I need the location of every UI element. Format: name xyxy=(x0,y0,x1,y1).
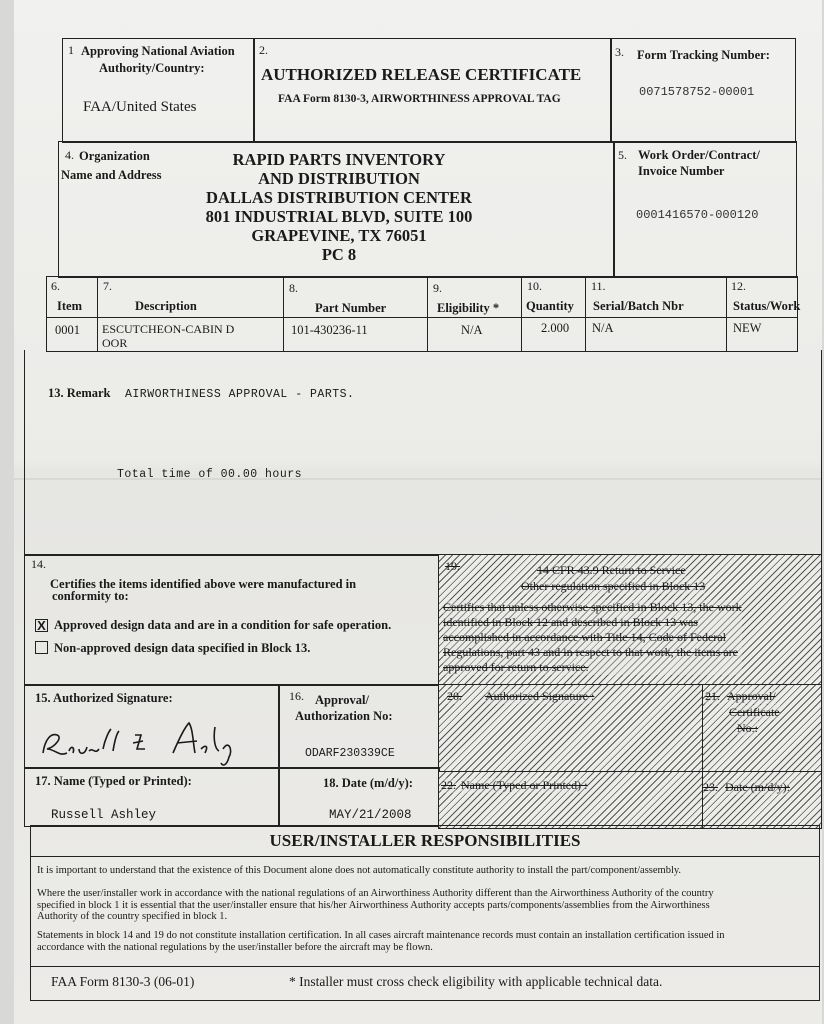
block-20 xyxy=(438,684,704,773)
approving-authority-value: FAA/United States xyxy=(83,99,197,115)
block-22 xyxy=(438,771,704,829)
responsibilities-header xyxy=(30,825,820,857)
block-19-title-1: 14 CFR 43.9 Return to Service xyxy=(537,563,686,577)
block-19 xyxy=(438,554,822,686)
block-14-num: 14. xyxy=(31,557,46,571)
block-19-num: 19. xyxy=(445,559,460,573)
part-number: 101-430236-11 xyxy=(291,323,368,337)
block-2-num: 2. xyxy=(259,43,268,57)
block-14 xyxy=(24,554,440,686)
block-21-num: 21. xyxy=(705,689,720,703)
responsibilities-body xyxy=(30,855,820,967)
signature-date: MAY/21/2008 xyxy=(329,808,412,822)
responsibilities-p3 xyxy=(37,930,725,953)
block-5 xyxy=(613,141,797,278)
block-4-label-2: Name and Address xyxy=(61,168,162,182)
approved-design-checkbox[interactable]: X xyxy=(35,619,48,632)
col-header-item: Item xyxy=(57,299,82,313)
col-num: 10. xyxy=(527,279,542,293)
authorization-number: ODARF230339CE xyxy=(305,747,395,760)
remark-label xyxy=(48,386,111,401)
serial-batch: N/A xyxy=(592,321,614,335)
remark-text: AIRWORTHINESS APPROVAL - PARTS. xyxy=(125,388,355,401)
certificate-page xyxy=(14,0,822,1024)
block-23-num: 23. xyxy=(703,780,718,794)
p3-line: Statements in block 14 and 19 do not constitute installation certification. In all cases aircraft maintenance records must contain an installation certification issued in xyxy=(37,930,725,941)
form-tracking-number: 0071578752-00001 xyxy=(639,85,755,99)
block-18-label: 18. Date (m/d/y): xyxy=(323,776,413,790)
block-2 xyxy=(253,38,612,143)
org-line: 801 INDUSTRIAL BLVD, SUITE 100 xyxy=(205,207,473,226)
status-work: NEW xyxy=(733,321,762,335)
block-19-line: Regulations, part 43 and in respect to that work, the items are xyxy=(443,645,738,659)
col-header-description: Description xyxy=(135,299,197,313)
col-header-serial: Serial/Batch Nbr xyxy=(593,299,684,313)
block-17 xyxy=(24,767,280,827)
quantity: 2.000 xyxy=(541,321,570,335)
block-5-num: 5. xyxy=(618,148,627,162)
description-line: ESCUTCHEON-CABIN D xyxy=(102,322,235,336)
block-18 xyxy=(278,767,440,827)
block-15-label: 15. Authorized Signature: xyxy=(35,691,173,705)
block-1 xyxy=(62,38,255,143)
block-1-num: 1 xyxy=(68,43,74,57)
block-3-label: Form Tracking Number: xyxy=(637,48,770,62)
col-header-quantity: Quantity xyxy=(526,299,574,313)
block-5-label-2: Invoice Number xyxy=(638,164,725,178)
block-21-label-1: Approval/ xyxy=(727,689,776,703)
work-order-number: 0001416570-000120 xyxy=(636,208,759,222)
col-num: 9. xyxy=(433,281,442,295)
col-header-part-number: Part Number xyxy=(315,301,387,315)
certificate-subtitle: FAA Form 8130-3, AIRWORTHINESS APPROVAL TAG xyxy=(278,93,561,105)
org-line: GRAPEVINE, TX 76051 xyxy=(251,226,427,245)
block-3 xyxy=(610,38,796,143)
col-num: 12. xyxy=(731,279,746,293)
col-num: 8. xyxy=(289,281,298,295)
block-23-label: Date (m/d/y): xyxy=(725,780,790,794)
block-21 xyxy=(702,684,822,773)
col-num: 6. xyxy=(51,279,60,293)
block-4-label-1: Organization xyxy=(79,149,150,163)
eligibility: N/A xyxy=(461,323,483,337)
organization-address xyxy=(184,150,494,264)
col-num: 7. xyxy=(103,279,112,293)
org-line: DALLAS DISTRIBUTION CENTER xyxy=(206,188,472,207)
block-19-line: identified in Block 12 and described in Block 13 was xyxy=(443,615,698,629)
block-13 xyxy=(24,350,822,556)
block-16 xyxy=(278,684,440,769)
block-15 xyxy=(24,684,280,769)
block-3-num: 3. xyxy=(615,45,624,59)
remark-label-text: 13. Remark xyxy=(48,386,111,400)
item-number: 0001 xyxy=(55,323,80,337)
p3-line: accordance with the national regulations by the user/installer before the aircraft may be flown. xyxy=(37,941,433,953)
p2-line: Where the user/installer work in accordance with the national regulations of an Airworthiness Authority different than the Airworthiness Authority of the country xyxy=(37,888,714,899)
block-22-label: Name (Typed or Printed) : xyxy=(461,778,588,792)
block-19-line: accomplished in accordance with Title 14, Code of Federal xyxy=(443,630,726,644)
org-line: RAPID PARTS INVENTORY xyxy=(232,150,446,169)
non-approved-design-checkbox[interactable] xyxy=(35,641,48,654)
responsibilities-p1: It is important to understand that the existence of this Document alone does not automatically constitute authority to install the part/component/assembly. xyxy=(37,865,682,876)
block-23 xyxy=(702,771,822,829)
block-4 xyxy=(58,141,615,278)
non-approved-design-label: Non-approved design data specified in Block 13. xyxy=(54,641,311,655)
form-footer xyxy=(30,965,820,1001)
block-16-label-1: Approval/ xyxy=(315,693,369,707)
block-20-num: 20. xyxy=(447,689,462,703)
col-num: 11. xyxy=(591,279,606,293)
block-16-num: 16. xyxy=(289,689,304,703)
block-19-line: Certifies that unless otherwise specified in Block 13, the work xyxy=(443,600,742,614)
certificate-title: AUTHORIZED RELEASE CERTIFICATE xyxy=(261,65,582,84)
block-20-label: Authorized Signature : xyxy=(485,689,595,703)
responsibilities-title: USER/INSTALLER RESPONSIBILITIES xyxy=(269,831,581,850)
block-4-num: 4. xyxy=(65,148,74,162)
block-22-num: 22. xyxy=(441,778,456,792)
block-21-label-2: Certificate xyxy=(729,705,780,719)
description-line: OOR xyxy=(102,336,128,350)
col-header-eligibility: Eligibility * xyxy=(437,301,500,315)
authorized-signature xyxy=(33,709,273,769)
block-21-label-3: No.: xyxy=(737,721,758,735)
p2-line: Authority of the country specified in block 1. xyxy=(37,911,228,922)
block-14-cert-2: conformity to: xyxy=(52,589,129,603)
col-header-status: Status/Work xyxy=(733,299,801,313)
block-17-label: 17. Name (Typed or Printed): xyxy=(35,774,192,788)
block-19-line: approved for return to service. xyxy=(443,660,589,674)
block-19-title-2: Other regulation specified in Block 13 xyxy=(521,579,706,593)
form-number: FAA Form 8130-3 (06-01) xyxy=(51,974,195,989)
installer-note: * Installer must cross check eligibility with applicable technical data. xyxy=(289,974,663,989)
approved-design-label: Approved design data and are in a condition for safe operation. xyxy=(54,618,392,632)
org-line: PC 8 xyxy=(321,245,357,264)
block-14-cert-1: Certifies the items identified above were manufactured in xyxy=(50,577,357,591)
signature-text: Russell E Ashley xyxy=(33,709,40,710)
responsibilities-p2 xyxy=(37,888,714,923)
block-1-label-2: Authority/Country: xyxy=(99,61,205,75)
org-line: AND DISTRIBUTION xyxy=(258,169,420,188)
total-time: Total time of 00.00 hours xyxy=(117,468,303,481)
item-description xyxy=(102,322,234,350)
printed-name: Russell Ashley xyxy=(51,808,157,822)
block-19-body xyxy=(443,600,742,675)
parts-table xyxy=(46,276,801,352)
block-16-label-2: Authorization No: xyxy=(295,709,393,723)
p2-line: specified in block 1 it is essential that the user/installer ensure that his/her Airworthiness Authority accepts parts/components/assemblies from the Airworthiness xyxy=(37,899,710,911)
block-1-label-1: Approving National Aviation xyxy=(81,44,235,58)
block-5-label-1: Work Order/Contract/ xyxy=(638,148,760,162)
